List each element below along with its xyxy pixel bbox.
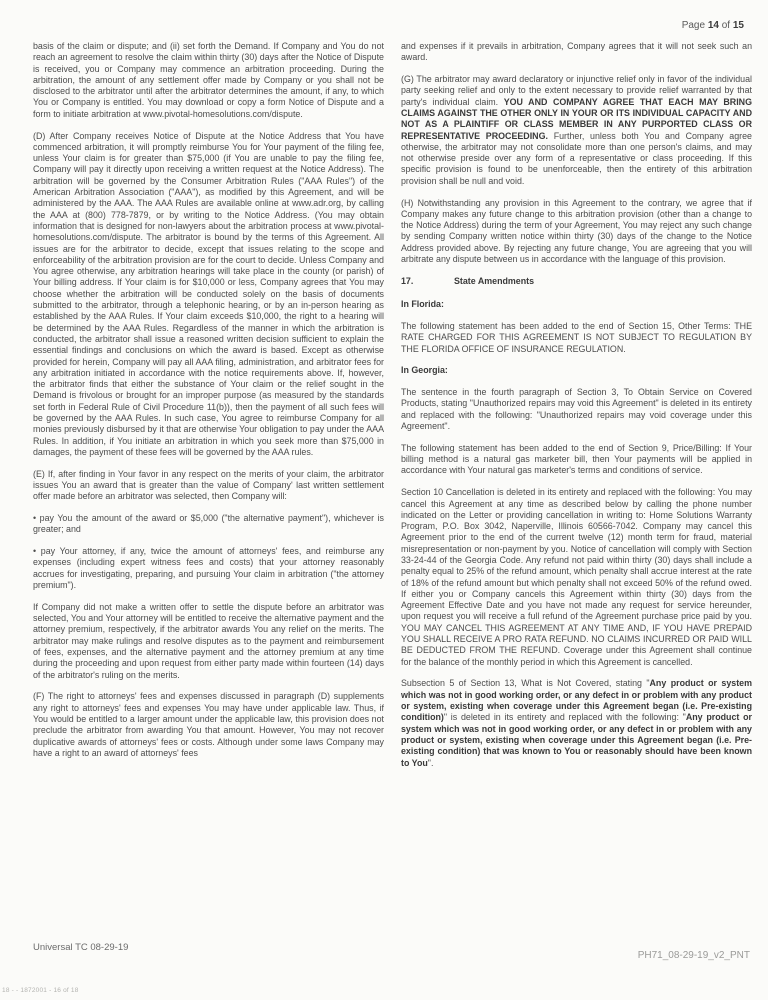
paragraph: (F) The right to attorneys' fees and expenses discussed in paragraph (D) supplements any right to attorneys' fees and expenses You may have under applicable law. Thus, if You would be entitled to a larger amount under the applicable law, this provision does not preclude the arbitrator from awarding You that amount. However, You may not recover duplicative awards of attorneys' fees or costs. Although under some laws Company may have a right to an award of attorneys' fees (33, 691, 384, 758)
state-subheading: In Georgia: (401, 365, 448, 376)
paragraph: (G) The arbitrator may award declaratory or injunctive relief only in favor of the individual party seeking relief and only to the extent necessary to provide relief warranted by that party's individual claim. YOU AND COMPANY AGREE THAT EACH MAY BRING CLAIMS AGAINST THE OTHER ONLY IN YOUR OR ITS INDIVIDUAL CAPACITY AND NOT AS A PLAINTIFF OR CLASS MEMBER IN ANY PURPORTED CLASS OR REPRESENTATIVE PROCEEDING. Further, unless both You and Company agree otherwise, the arbitrator may not consolidate more than one person's claims, and may not otherwise preside over any form of a representative or class proceeding. If this specific provision is found to be unenforceable, then the entirety of this arbitration provision shall be null and void. (401, 74, 752, 186)
two-column-text-body (33, 41, 752, 779)
paragraph: Subsection 5 of Section 13, What is Not Covered, stating "Any product or system which was not in good working order, or any defect in or problem with any product or system, existing when coverage under this Agreement began (i.e. Pre-existing condition)" is deleted in its entirety and replaced with the following: "Any product or system which was not in good working order, or any defect in or problem with any product or system, existing when coverage under this Agreement began (i.e. Pre-existing condition) that was known to You or reasonably should have been known to You". (401, 678, 752, 768)
bullet-item: • pay You the amount of the award or $5,000 ("the alternative payment"), whichever is greater; and (33, 513, 384, 535)
footer-version-code: PH71_08-29-19_v2_PNT (637, 950, 750, 961)
section-heading: 17. State Amendments (401, 275, 535, 286)
paragraph: (H) Notwithstanding any provision in this Agreement to the contrary, we agree that if Company makes any future change to this arbitration provision (other than a change to the Notice Address) during the term of your Agreement, You may reject any such change by sending Company written notice within thirty (30) days of the change to the Notice Address provided above. By rejecting any future change, You are agreeing that you will arbitrate any dispute between us in accordance with the language of this provision. (401, 197, 752, 265)
right-column (401, 41, 752, 779)
paragraph: (E) If, after finding in Your favor in any respect on the merits of your claim, the arbitrator issues You an award that is greater than the value of Company' last written settlement offer made before an arbitrator was selected, then Company will: (33, 468, 384, 502)
footer-document-code: Universal TC 08-29-19 (33, 942, 129, 953)
paragraph: The following statement has been added to the end of Section 15, Other Terms: THE RATE CHARGED FOR THIS AGREEMENT IS NOT SUBJECT TO REGULATION BY THE FLORIDA OFFICE OF INSURANCE REGULATION. (401, 320, 752, 354)
page-number-header (682, 20, 744, 31)
state-subheading: In Florida: (401, 299, 444, 310)
page-number-total: 15 (732, 20, 744, 31)
paragraph: basis of the claim or dispute; and (ii) set forth the Demand. If Company and You do not reach an agreement to resolve the claim within thirty (30) days after the Notice of Dispute is received, you or Company may commence an arbitration proceeding. During the arbitration, the amount of any settlement offer made by Company or you shall not be disclosed to the arbitrator until after the arbitrator determines the amount, if any, to which You or Company is entitled. You may download or copy a form Notice of Dispute and a form to initiate arbitration at www.pivotal-homesolutions.com/dispute. (33, 41, 384, 119)
paragraph: The following statement has been added to the end of Section 9, Price/Billing: If Your billing method is a natural gas marketer bill, then Your payments will be applied in accordance with Your natural gas marketer's terms and conditions of service. (401, 442, 752, 476)
footer-print-mark: 18 - - 1872001 - 16 of 18 (2, 987, 79, 994)
page-label-of: of (718, 20, 733, 31)
page-label-prefix: Page (681, 20, 708, 31)
paragraph: (D) After Company receives Notice of Dispute at the Notice Address that You have commenced arbitration, it will promptly reimburse You for Your payment of the filing fee, unless Your claim is for greater than $75,000 (if You are unable to pay the filing fee, Company will pay it directly upon receiving a written request at the Notice Address). The arbitration will be governed by the Consumer Arbitration Rules ("AAA Rules") of the American Arbitration Association ("AAA"), as modified by this Agreement, and will be administered by the AAA. The AAA Rules are available online at www.adr.org, by calling the AAA at (800) 778-7879, or by writing to the Notice Address. (You may obtain information that is designed for non-lawyers about the arbitration process at www.pivotal-homesolutions.com/dispute. The arbitrator is bound by the terms of this Agreement. All issues are for the arbitrator to decide, except that issues relating to the scope and enforceability of the arbitration provision are for the court to decide. Unless Company and You agree otherwise, any arbitration hearings will take place in the county (or parish) of Your billing address. If Your claim is for $10,000 or less, Company agrees that You may choose whether the arbitration will be conducted solely on the basis of documents submitted to the arbitrator, through a telephonic hearing, or by an in-person hearing as established by the AAA Rules. If Your claim exceeds $10,000, the right to a hearing will be determined by the AAA Rules. Regardless of the manner in which the arbitration is conducted, the arbitrator shall issue a reasoned written decision sufficient to explain the essential findings and conclusions on which the award is based. Except as otherwise provided for herein, Company will pay all AAA filing, administration, and arbitrator fees for any arbitration initiated in accordance with the notice requirements above. If, however, the arbitrator finds that either the substance of Your claim or the relief sought in the Demand is frivolous or brought for an improper purpose (as measured by the standards set forth in Federal Rule of Civil Procedure 11(b)), then the payment of all such fees will be governed by the AAA Rules. In such case, You agree to reimburse Company for all monies previously disbursed by it that are otherwise Your obligation to pay under the AAA Rules. In addition, if You initiate an arbitration in which you seek more than $75,000 in damages, the payment of these fees will be governed by the AAA rules. (33, 130, 384, 457)
paragraph: If Company did not make a written offer to settle the dispute before an arbitrator was selected, You and Your attorney will be entitled to receive the alternative payment and the attorney premium, respectively, if the arbitrator awards You any relief on the merits. The arbitrator may make rulings and resolve disputes as to the payment and reimbursement of fees, expenses, and the alternative payment and the attorney premium at any time during the proceeding and upon request from either party made within fourteen (14) days of the arbitrator's ruling on the merits. (33, 601, 384, 680)
paragraph: Section 10 Cancellation is deleted in its entirety and replaced with the following: You may cancel this Agreement at any time as described below by calling the phone number indicated on the Letter or providing cancellation in writing to: Home Solutions Warranty Program, P.O. Box 3042, Naperville, Illinois 60566-7042. Company may cancel this Agreement prior to the end of the current twelve (12) month term for fraud, material misrepresentation or non-payment by you. Notice of cancellation will comply with Section 33-24-44 of the Georgia Code. Any refund not paid within thirty (30) days shall include a penalty equal to 25% of the refund amount, which penalty shall accrue interest at the rate of 18% of the refund amount but which penalty shall not exceed 50% of the refund owed. If either you or Company cancels this Agreement within thirty (30) days from the Agreement Effective Date and you have not made any request for service hereunder, upon request you will receive a full refund of the Agreement purchase price paid by you. YOU MAY CANCEL THIS AGREEMENT AT ANY TIME AND, IF YOU HAVE PREPAID YOU SHALL RECEIVE A PRO RATA REFUND. NO CLAIMS INCURRED OR PAID WILL BE DEDUCTED FROM THE REFUND. Coverage under this Agreement shall continue for the balance of the monthly period in which this Agreement is cancelled. (401, 487, 752, 667)
left-column (33, 41, 384, 779)
paragraph: The sentence in the fourth paragraph of Section 3, To Obtain Service on Covered Products, stating "Unauthorized repairs may void this Agreement" is deleted in its entirety and replaced with the following: "Unauthorized repairs may void coverage under this Agreement". (401, 387, 752, 432)
paragraph: and expenses if it prevails in arbitration, Company agrees that it will not seek such an award. (401, 41, 752, 63)
page-number-current: 14 (707, 20, 719, 31)
bullet-item: • pay Your attorney, if any, twice the amount of attorneys' fees, and reimburse any expenses (including expert witness fees and costs) that your attorney reasonably accrues for investigating, preparing, and pursuing Your claim in arbitration ("the attorney premium"). (33, 546, 384, 591)
